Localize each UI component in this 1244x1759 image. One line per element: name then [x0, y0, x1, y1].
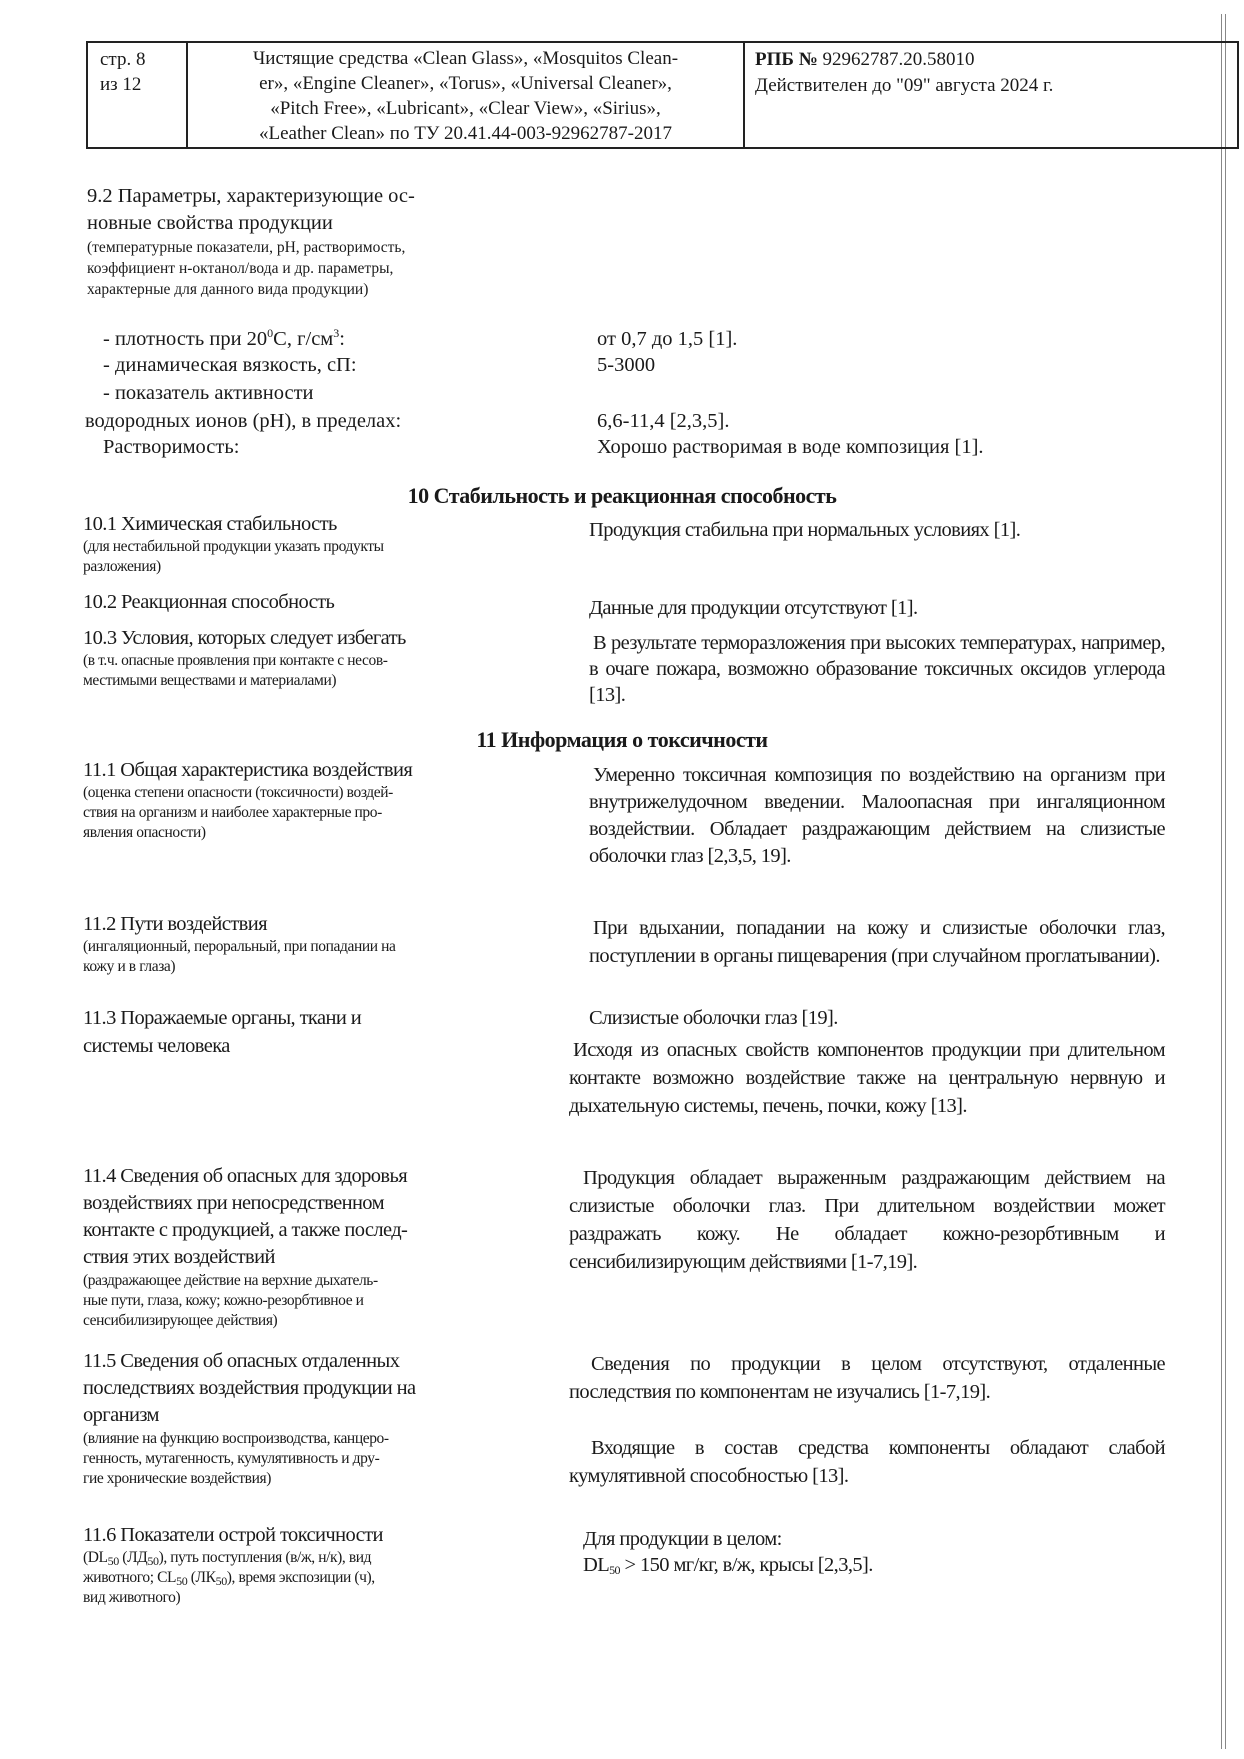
note-text: ), время экспозиции (ч), — [226, 1569, 375, 1586]
note-text: (ЛД — [118, 1549, 148, 1566]
page-edge-line — [1225, 14, 1226, 1749]
page-total: из 12 — [100, 74, 142, 95]
superscript: 3 — [333, 326, 340, 341]
document-header-table — [86, 41, 1239, 149]
section-11-6-label — [83, 1523, 563, 1608]
note-text: животного; CL — [83, 1569, 177, 1586]
param-solubility-label: Растворимость: — [103, 436, 240, 458]
page-number-cell — [88, 43, 188, 147]
param-label: : — [339, 328, 345, 350]
item-title: 11.2 Пути воздействия — [83, 913, 267, 935]
section-11-heading: 11 Информация о токсичности — [476, 727, 768, 752]
item-title: системы человека — [83, 1035, 230, 1057]
section-title-line: 9.2 Параметры, характеризующие ос- — [87, 185, 415, 207]
param-label: С, г/см — [273, 328, 334, 350]
section-11-3-value: Слизистые оболочки глаз [19]. — [589, 1007, 838, 1029]
param-ph-label-1: - показатель активности — [103, 382, 314, 404]
item-note: местимыми веществами и материалами) — [83, 672, 337, 689]
registration-cell — [745, 43, 1237, 147]
section-11-5-value-2: Входящие в состав средства компоненты обладают слабой кумулятивной способностью [13]. — [569, 1437, 1165, 1487]
section-11-5-value: Сведения по продукции в целом отсутствуют, отдаленные последствия по компонентам не изучались [1-7,19]. — [569, 1353, 1165, 1403]
item-note: (для нестабильной продукции указать продукты — [83, 538, 384, 555]
item-title: организм — [83, 1404, 159, 1426]
section-11-1-value: Умеренно токсичная композиция по воздействию на организм при внутрижелудочном введении. Малоопасная при ингаляционном воздействии. Обладает раздражающим действием на слизистые оболочки глаз [2,3,5, 19]. — [589, 764, 1165, 867]
section-11-4-value: Продукция обладает выраженным раздражающим действием на слизистые оболочки глаз. При длительном воздействии может раздражать кожу. Не обладает кожно-резорбтивным и сенсибилизирующим действиями [1-7,19]. — [569, 1167, 1165, 1273]
valid-until: Действителен до "09" августа 2024 г. — [755, 75, 1054, 96]
item-title: ствия этих воздействий — [83, 1246, 275, 1268]
registration-prefix: РПБ № — [755, 49, 818, 70]
product-title-cell — [188, 43, 745, 147]
section-10-2-value: Данные для продукции отсутствуют [1]. — [589, 597, 918, 619]
section-10-1-label — [83, 512, 543, 577]
subscript: 50 — [147, 1554, 159, 1568]
item-title: воздействиях при непосредственном — [83, 1192, 384, 1214]
item-note: ные пути, глаза, кожу; кожно-резорбтивное и — [83, 1292, 364, 1309]
subscript: 50 — [215, 1574, 227, 1588]
product-title-line: «Pitch Free», «Lubricant», «Clear View», «Sirius», — [270, 98, 661, 119]
section-11-5-label — [83, 1348, 553, 1489]
section-11-6-value: Для продукции в целом: — [583, 1528, 782, 1550]
item-title: контакте с продукцией, а также послед- — [83, 1219, 408, 1241]
section-9-2-label — [87, 183, 567, 300]
param-viscosity-label: - динамическая вязкость, сП: — [103, 354, 357, 376]
subscript: 50 — [176, 1574, 188, 1588]
item-note: (оценка степени опасности (токсичности) воздей- — [83, 784, 393, 801]
item-note — [83, 1568, 563, 1588]
item-note: разложения) — [83, 558, 161, 575]
section-11-6-value-2 — [583, 1553, 873, 1578]
item-note: (раздражающее действие на верхние дыхатель- — [83, 1272, 378, 1289]
product-title-line: er», «Engine Cleaner», «Torus», «Universal Cleaner», — [259, 73, 672, 94]
product-title-line: «Leather Clean» по ТУ 20.41.44-003-92962787-2017 — [258, 123, 673, 144]
item-note — [83, 1548, 563, 1568]
item-note: сенсибилизирующее действия) — [83, 1312, 278, 1329]
section-10-3-value: В результате терморазложения при высоких температурах, например, в очаге пожара, возможно образование токсичных оксидов углерода [13]. — [589, 632, 1165, 706]
note-text: (ЛК — [187, 1569, 216, 1586]
section-note-line: коэффициент н-октанол/вода и др. параметры, — [87, 260, 394, 277]
section-11-3-value-2: Исходя из опасных свойств компонентов продукции при длительном контакте возможно воздействие также на центральную нервную и дыхательную системы, печень, почки, кожу [13]. — [569, 1039, 1165, 1117]
subscript: 50 — [107, 1554, 119, 1568]
value-text: > 150 мг/кг, в/ж, крысы [2,3,5]. — [619, 1554, 873, 1576]
section-11-2-label — [83, 912, 553, 977]
value-text: DL — [583, 1554, 610, 1576]
section-note-line: (температурные показатели, pH, растворимость, — [87, 239, 406, 256]
item-note: ствия на организм и наиболее характерные про- — [83, 804, 382, 821]
item-note: явления опасности) — [83, 824, 206, 841]
param-solubility-value: Хорошо растворимая в воде композиция [1]. — [597, 436, 984, 458]
param-ph-value: 6,6-11,4 [2,3,5]. — [597, 410, 730, 432]
registration-number-value: 92962787.20.58010 — [822, 49, 975, 70]
section-11-2-value: При вдыхании, попадании на кожу и слизистые оболочки глаз, поступлении в органы пищеварения (при случайном проглатывании). — [589, 917, 1165, 967]
note-text: ), путь поступления (в/ж, н/к), вид — [158, 1549, 372, 1566]
item-note: кожу и в глаза) — [83, 958, 176, 975]
page-label: стр. 8 — [100, 49, 146, 70]
section-11-4-label — [83, 1163, 553, 1331]
registration-number — [755, 47, 1229, 73]
section-10-heading: 10 Стабильность и реакционная способность — [407, 483, 837, 508]
note-text: (DL — [83, 1549, 108, 1566]
item-note: (влияние на функцию воспроизводства, канцеро- — [83, 1430, 389, 1447]
item-note: вид животного) — [83, 1589, 181, 1606]
section-11-3-label — [83, 1004, 553, 1060]
item-title: последствиях воздействия продукции на — [83, 1377, 416, 1399]
item-title: 10.1 Химическая стабильность — [83, 513, 337, 535]
param-viscosity-value: 5-3000 — [597, 354, 656, 376]
item-title: 11.5 Сведения об опасных отдаленных — [83, 1350, 400, 1372]
item-note: гие хронические воздействия) — [83, 1470, 271, 1487]
item-title: 11.4 Сведения об опасных для здоровья — [83, 1165, 408, 1187]
section-10-3-label — [83, 626, 543, 691]
superscript: 0 — [267, 326, 274, 341]
section-10-2-label: 10.2 Реакционная способность — [83, 591, 335, 613]
param-label: - плотность при 20 — [103, 328, 268, 350]
page-edge-line — [1221, 14, 1222, 1749]
section-note-line: характерные для данного вида продукции) — [87, 281, 369, 298]
param-density-label — [103, 327, 345, 352]
param-density-value: от 0,7 до 1,5 [1]. — [597, 328, 738, 350]
item-title: 10.3 Условия, которых следует избегать — [83, 627, 406, 649]
item-title: 11.3 Поражаемые органы, ткани и — [83, 1007, 362, 1029]
item-title: 11.6 Показатели острой токсичности — [83, 1524, 383, 1546]
item-title: 11.1 Общая характеристика воздействия — [83, 759, 413, 781]
section-11-1-label — [83, 758, 553, 843]
subscript: 50 — [609, 1563, 620, 1577]
item-note: (ингаляционный, пероральный, при попадании на — [83, 938, 396, 955]
product-title-line: Чистящие средства «Clean Glass», «Mosquitos Clean- — [252, 48, 679, 69]
param-ph-label-2: водородных ионов (pH), в пределах: — [85, 410, 402, 432]
item-note: генность, мутагенность, кумулятивность и дру- — [83, 1450, 380, 1467]
section-10-1-value: Продукция стабильна при нормальных условиях [1]. — [589, 519, 1021, 541]
item-note: (в т.ч. опасные проявления при контакте с несов- — [83, 652, 388, 669]
section-title-line: новные свойства продукции — [87, 212, 333, 234]
